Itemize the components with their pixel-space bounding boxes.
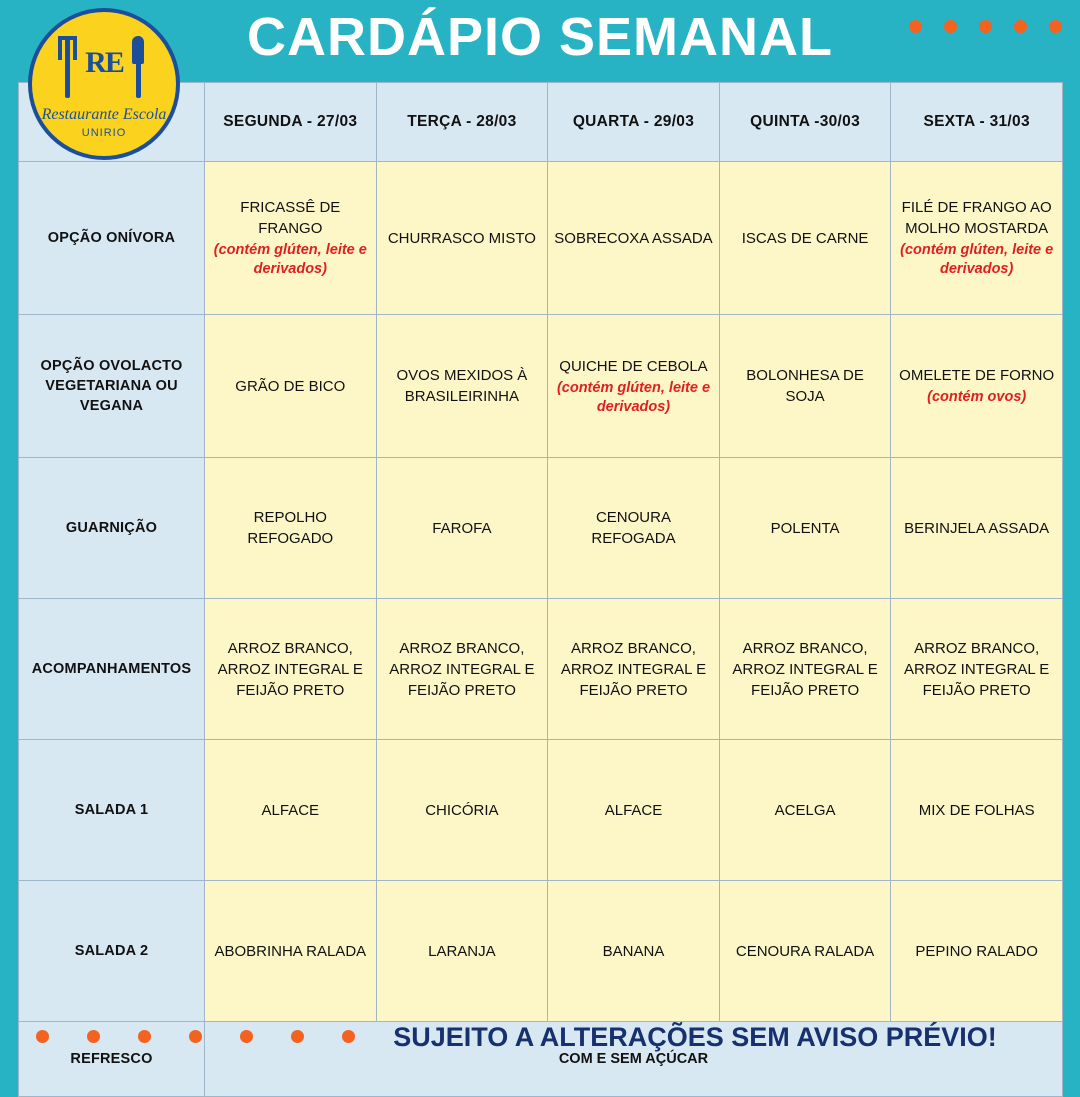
page-title: CARDÁPIO SEMANAL xyxy=(246,7,833,67)
column-header-monday: SEGUNDA - 27/03 xyxy=(205,83,377,162)
logo-subtitle: UNIRIO xyxy=(81,126,127,139)
decorative-dot xyxy=(979,20,992,33)
cell-salada1-thursday xyxy=(719,740,891,881)
cell-text: OVOS MEXIDOS À BRASILEIRINHA xyxy=(396,367,528,405)
cell-text: ARROZ BRANCO, ARROZ INTEGRAL E FEIJÃO PRETO xyxy=(560,639,707,699)
cell-text: QUICHE DE CEBOLA xyxy=(559,357,708,375)
table-row xyxy=(19,881,1063,1022)
table-row xyxy=(19,315,1063,458)
row-label-refresco: REFRESCO xyxy=(19,1022,205,1097)
cell-refresco-all-days: COM E SEM AÇÚCAR xyxy=(205,1022,1063,1097)
cell-text: CHURRASCO MISTO xyxy=(387,229,536,247)
cell-text: ABOBRINHA RALADA xyxy=(214,942,367,960)
cell-text: MIX DE FOLHAS xyxy=(918,801,1035,819)
cell-text: REPOLHO REFOGADO xyxy=(247,509,334,547)
footer-dot-row xyxy=(36,1030,355,1043)
cell-onivora-tuesday xyxy=(376,162,548,315)
cell-onivora-friday xyxy=(891,162,1063,315)
cell-salada2-tuesday xyxy=(376,881,548,1022)
cell-text: FAROFA xyxy=(432,519,492,537)
cell-guarnicao-tuesday xyxy=(376,458,548,599)
cell-salada2-wednesday xyxy=(548,881,720,1022)
decorative-dot xyxy=(944,20,957,33)
header-dot-row xyxy=(909,20,1062,33)
cell-allergen-note: (contém glúten, leite e derivados) xyxy=(900,242,1054,277)
cell-text: PEPINO RALADO xyxy=(915,942,1038,960)
cell-acomp-monday xyxy=(205,599,377,740)
cell-acomp-thursday xyxy=(719,599,891,740)
cell-salada1-wednesday xyxy=(548,740,720,881)
logo-name: Restaurante Escola xyxy=(41,105,167,123)
cell-allergen-note: (contém glúten, leite e derivados) xyxy=(213,242,367,277)
cell-text: CENOURA REFOGADA xyxy=(591,509,676,547)
cell-onivora-monday xyxy=(205,162,377,315)
cell-veg-tuesday xyxy=(376,315,548,458)
cell-veg-friday xyxy=(891,315,1063,458)
cell-allergen-note: (contém ovos) xyxy=(927,389,1027,405)
cell-salada2-thursday xyxy=(719,881,891,1022)
cell-text: ARROZ BRANCO, ARROZ INTEGRAL E FEIJÃO PRETO xyxy=(389,639,535,699)
decorative-dot xyxy=(291,1030,304,1043)
row-label-onivora: OPÇÃO ONÍVORA xyxy=(19,162,205,315)
weekly-menu-table xyxy=(18,82,1063,1097)
cell-guarnicao-friday xyxy=(891,458,1063,599)
cell-text: ARROZ BRANCO, ARROZ INTEGRAL E FEIJÃO PRETO xyxy=(904,639,1050,699)
cell-onivora-thursday xyxy=(719,162,891,315)
cell-text: LARANJA xyxy=(428,942,496,960)
cell-guarnicao-thursday xyxy=(719,458,891,599)
row-label-salada-1: SALADA 1 xyxy=(19,740,205,881)
cell-acomp-friday xyxy=(891,599,1063,740)
cell-text: ALFACE xyxy=(261,801,320,819)
restaurant-logo xyxy=(28,8,180,160)
cell-text: CHICÓRIA xyxy=(425,801,499,819)
cell-salada1-monday xyxy=(205,740,377,881)
row-label-salada-2: SALADA 2 xyxy=(19,881,205,1022)
decorative-dot xyxy=(138,1030,151,1043)
cell-text: CENOURA RALADA xyxy=(735,942,875,960)
cell-text: ISCAS DE CARNE xyxy=(741,229,869,247)
cell-onivora-wednesday xyxy=(548,162,720,315)
row-label-acompanhamentos: ACOMPANHAMENTOS xyxy=(19,599,205,740)
cell-veg-monday xyxy=(205,315,377,458)
cell-text: FILÉ DE FRANGO AO MOLHO MOSTARDA xyxy=(901,199,1052,237)
cell-acomp-wednesday xyxy=(548,599,720,740)
cell-allergen-note: (contém glúten, leite e derivados) xyxy=(556,379,711,415)
cell-guarnicao-wednesday xyxy=(548,458,720,599)
row-label-guarnicao: GUARNIÇÃO xyxy=(19,458,205,599)
table-body xyxy=(19,162,1063,1097)
decorative-dot xyxy=(36,1030,49,1043)
cell-salada2-monday xyxy=(205,881,377,1022)
table-row xyxy=(19,162,1063,315)
cell-salada1-friday xyxy=(891,740,1063,881)
cell-acomp-tuesday xyxy=(376,599,548,740)
cell-text: ALFACE xyxy=(604,801,663,819)
cell-text: FRICASSÊ DE FRANGO xyxy=(240,199,341,237)
cell-text: OMELETE DE FORNO xyxy=(899,367,1055,384)
cell-veg-thursday xyxy=(719,315,891,458)
row-label-vegetariana: OPÇÃO OVOLACTO VEGETARIANA OU VEGANA xyxy=(19,315,205,458)
cell-text: BANANA xyxy=(602,942,665,960)
logo-monogram: RE xyxy=(85,45,123,79)
decorative-dot xyxy=(240,1030,253,1043)
cell-text: GRÃO DE BICO xyxy=(235,377,346,395)
decorative-dot xyxy=(189,1030,202,1043)
cell-text: POLENTA xyxy=(770,519,840,537)
table-row xyxy=(19,740,1063,881)
disclaimer-text: SUJEITO A ALTERAÇÕES SEM AVISO PRÉVIO! xyxy=(393,1022,997,1052)
cell-salada2-friday xyxy=(891,881,1063,1022)
cell-veg-wednesday xyxy=(548,315,720,458)
table-row xyxy=(19,599,1063,740)
cell-text: ARROZ BRANCO, ARROZ INTEGRAL E FEIJÃO PRETO xyxy=(217,639,363,699)
table-row xyxy=(19,458,1063,599)
cell-text: SOBRECOXA ASSADA xyxy=(554,229,713,247)
cell-text: ACELGA xyxy=(774,801,836,819)
cell-text: BOLONHESA DE SOJA xyxy=(746,367,864,405)
cell-text: ARROZ BRANCO, ARROZ INTEGRAL E FEIJÃO PRETO xyxy=(732,639,878,699)
fork-knife-icon xyxy=(49,34,159,104)
cell-guarnicao-monday xyxy=(205,458,377,599)
cell-salada1-tuesday xyxy=(376,740,548,881)
decorative-dot xyxy=(909,20,922,33)
cell-text: BERINJELA ASSADA xyxy=(904,519,1050,537)
column-header-friday: SEXTA - 31/03 xyxy=(891,83,1063,162)
decorative-dot xyxy=(1014,20,1027,33)
column-header-thursday: QUINTA -30/03 xyxy=(719,83,891,162)
column-header-tuesday: TERÇA - 28/03 xyxy=(376,83,548,162)
decorative-dot xyxy=(87,1030,100,1043)
knife-icon xyxy=(136,36,141,98)
poster-footer xyxy=(0,1008,1080,1080)
menu-table-wrapper xyxy=(18,82,1062,1097)
column-header-wednesday: QUARTA - 29/03 xyxy=(548,83,720,162)
fork-icon xyxy=(65,36,70,98)
decorative-dot xyxy=(1049,20,1062,33)
